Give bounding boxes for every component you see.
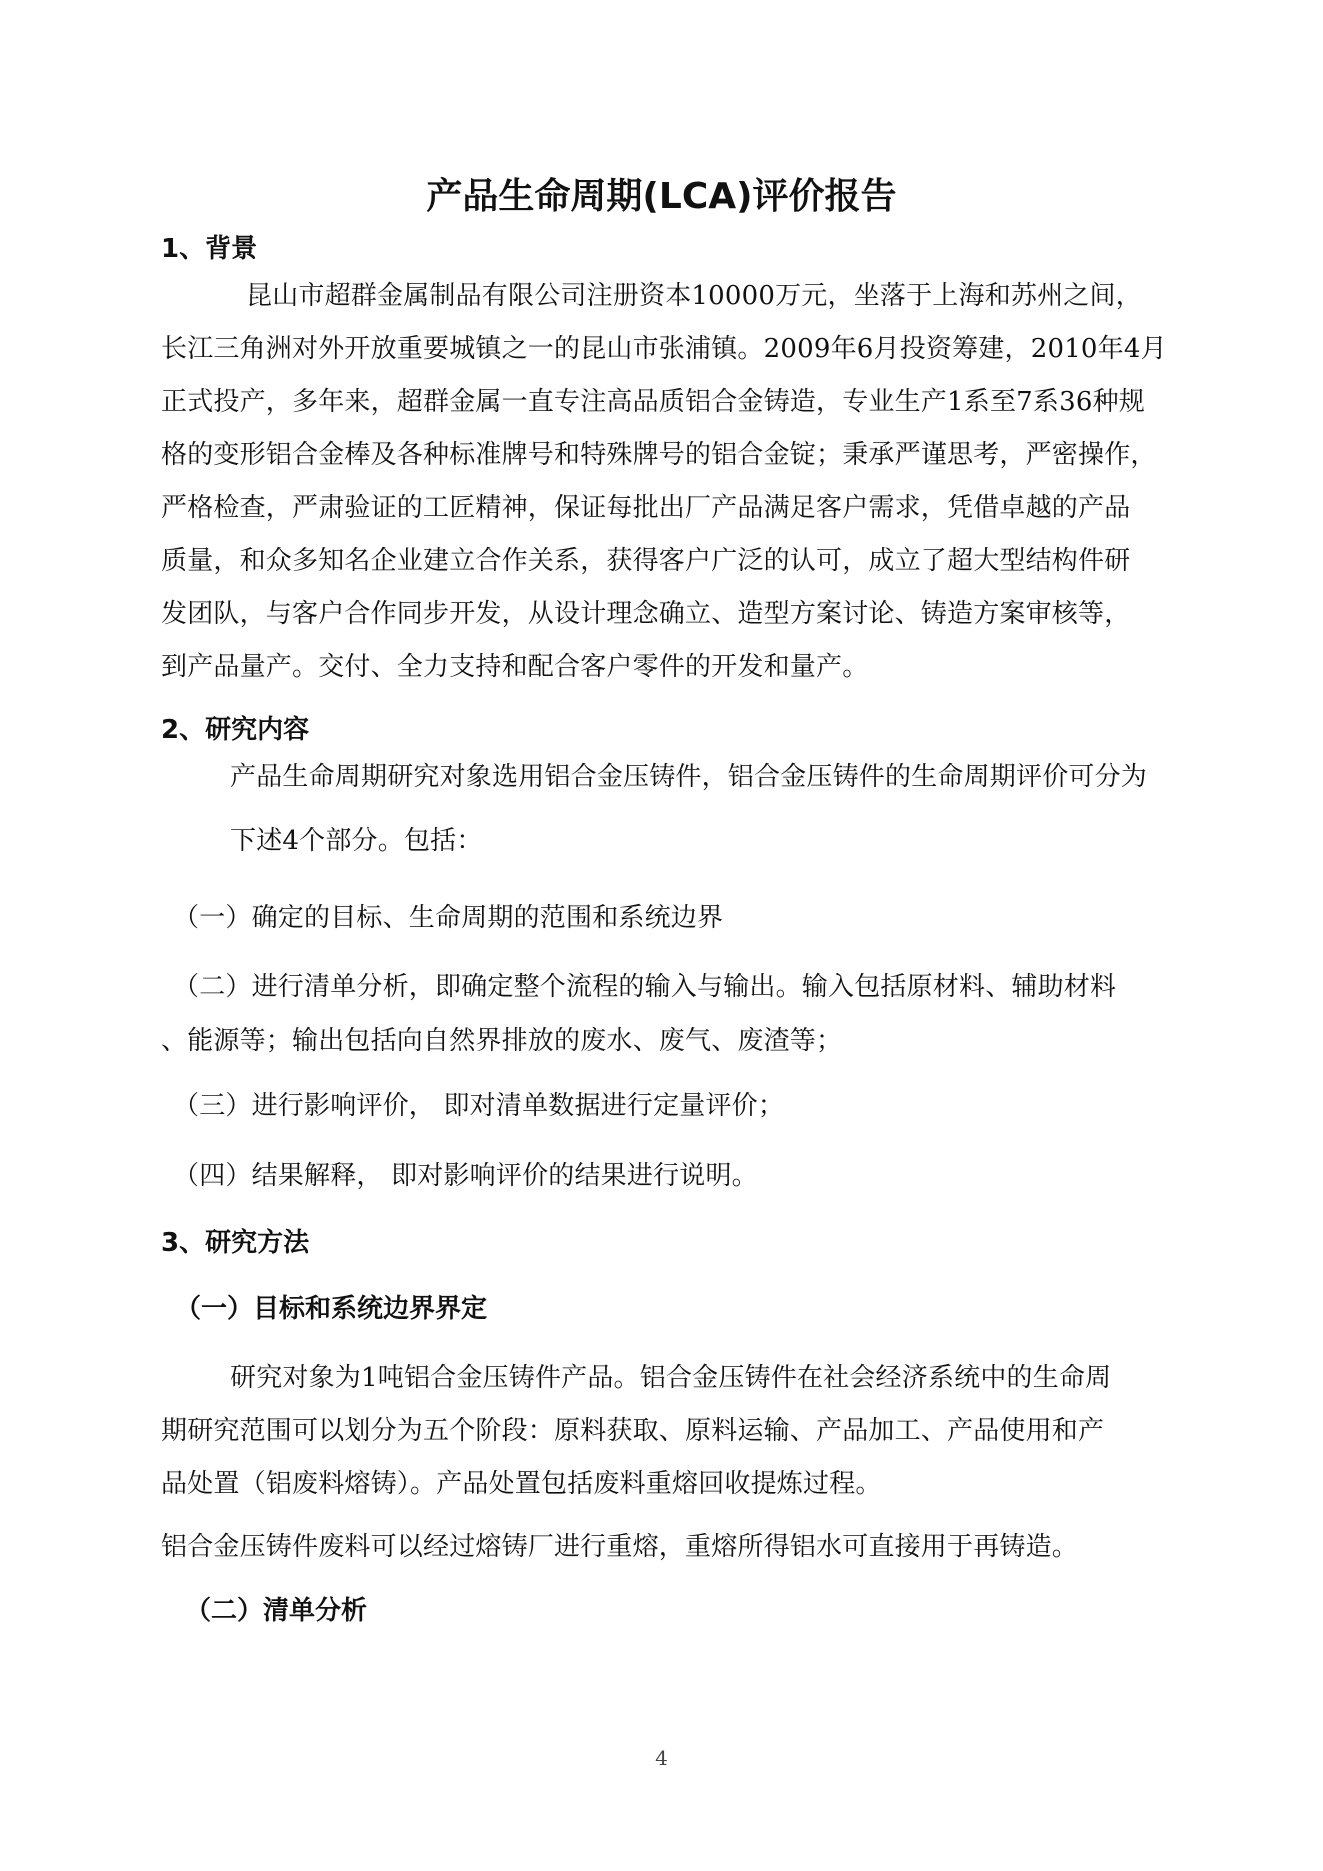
section-heading-background: 1、背景 (161, 234, 258, 264)
paragraph-line: 正式投产，多年来，超群金属一直专注高品质铝合金铸造，专业生产1系至7系36种规 (161, 387, 1145, 417)
paragraph-line: 昆山市超群金属制品有限公司注册资本10000万元，坐落于上海和苏州之间， (246, 281, 1142, 311)
paragraph-line: 期研究范围可以划分为五个阶段：原料获取、原料运输、产品加工、产品使用和产 (161, 1416, 1105, 1446)
paragraph-line: 质量，和众多知名企业建立合作关系，获得客户广泛的认可，成立了超大型结构件研 (161, 546, 1131, 576)
list-item: （二）进行清单分析，即确定整个流程的输入与输出。输入包括原材料、辅助材料 (173, 972, 1117, 1002)
paragraph-line: 下述4个部分。包括： (230, 826, 483, 856)
paragraph-line: 长江三角洲对外开放重要城镇之一的昆山市张浦镇。2009年6月投资筹建，2010年4月 (161, 334, 1167, 364)
list-item: （一）确定的目标、生命周期的范围和系统边界 (173, 903, 724, 933)
paragraph-line: 铝合金压铸件废料可以经过熔铸厂进行重熔，重熔所得铝水可直接用于再铸造。 (161, 1532, 1079, 1562)
paragraph-line: 格的变形铝合金棒及各种标准牌号和特殊牌号的铝合金锭；秉承严谨思考，严密操作， (161, 440, 1157, 470)
paragraph-line: 发团队，与客户合作同步开发，从设计理念确立、造型方案讨论、铸造方案审核等， (161, 599, 1131, 629)
paragraph-line: 产品生命周期研究对象选用铝合金压铸件，铝合金压铸件的生命周期评价可分为 (230, 762, 1148, 792)
list-item: （三）进行影响评价， 即对清单数据进行定量评价； (173, 1091, 785, 1121)
subsection-heading-inventory-analysis: （二）清单分析 (185, 1596, 368, 1626)
section-heading-research-content: 2、研究内容 (161, 715, 310, 745)
page-number: 4 (655, 1746, 668, 1770)
list-item-continuation: 、能源等；输出包括向自然界排放的废水、废气、废渣等； (161, 1026, 843, 1056)
paragraph-line: 到产品量产。交付、全力支持和配合客户零件的开发和量产。 (161, 652, 869, 682)
paragraph-line: 研究对象为1吨铝合金压铸件产品。铝合金压铸件在社会经济系统中的生命周 (230, 1363, 1112, 1393)
paragraph-line: 严格检查，严肃验证的工匠精神，保证每批出厂产品满足客户需求，凭借卓越的产品 (161, 493, 1131, 523)
report-title: 产品生命周期(LCA)评价报告 (426, 176, 897, 217)
list-item: （四）结果解释， 即对影响评价的结果进行说明。 (173, 1161, 758, 1191)
paragraph-line: 品处置（铝废料熔铸）。产品处置包括废料重熔回收提炼过程。 (161, 1469, 882, 1499)
subsection-heading-goal-boundary: （一）目标和系统边界界定 (175, 1294, 488, 1324)
section-heading-research-method: 3、研究方法 (161, 1228, 310, 1258)
